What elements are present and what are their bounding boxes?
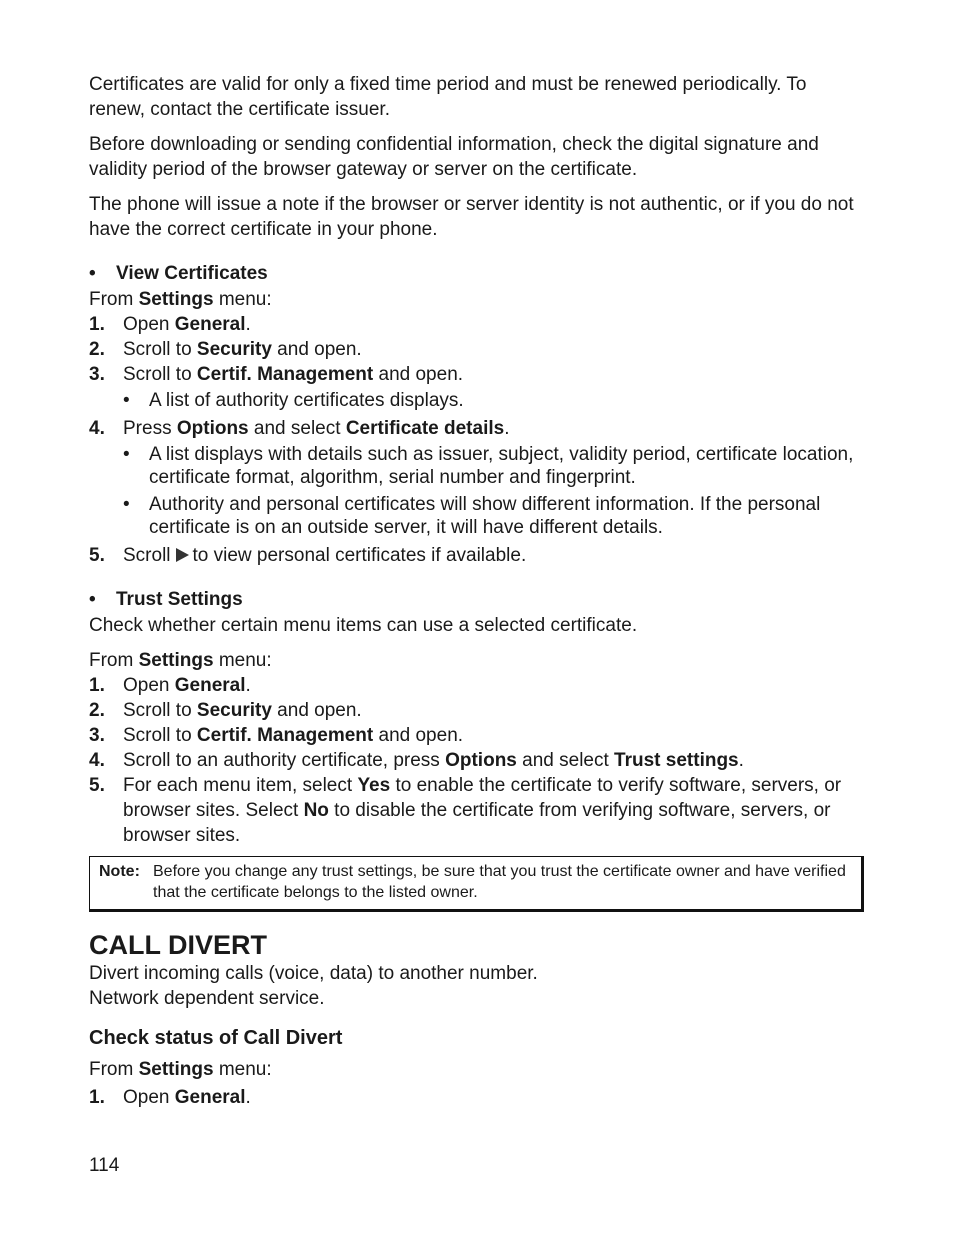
step-4-notes (123, 443, 864, 539)
step-3 (89, 362, 864, 412)
call-divert-steps (89, 1085, 864, 1110)
manual-page (89, 72, 864, 1110)
step-1 (89, 673, 864, 698)
text: Open (123, 314, 175, 335)
view-steps (89, 312, 864, 568)
view-certificates-heading (89, 261, 864, 286)
menu-label: Security (196, 339, 272, 360)
text: . (245, 1087, 251, 1108)
intro-paragraph-1: Certificates are valid for only a fixed time period and must be renewed periodically. To renew, contact the certificate issuer. (89, 74, 807, 120)
option-label: No (303, 800, 329, 821)
from-settings-line (89, 1057, 864, 1082)
text: . (245, 314, 251, 335)
text: A list displays with details such as issuer, subject, validity period, certificate location, certificate format, algorithm, serial number and fingerprint. (149, 444, 854, 488)
menu-label: Certificate details (345, 418, 505, 439)
bullet-dot: • (123, 444, 130, 465)
trust-description: Check whether certain menu items can use a selected certificate. (89, 615, 638, 636)
step-2 (89, 698, 864, 723)
trust-settings-section (89, 587, 864, 848)
step-number: 5. (89, 545, 105, 566)
text: From (89, 1059, 139, 1080)
text: From (89, 289, 139, 310)
text: and select (248, 418, 346, 439)
bullet-dot: • (89, 589, 96, 610)
text: For each menu item, select (123, 775, 358, 796)
menu-label: Options (445, 750, 517, 771)
menu-label: General (174, 314, 246, 335)
text: Press (123, 418, 177, 439)
text: to disable the certificate from verifying software, servers, or browser sites. (123, 800, 831, 846)
text: . (738, 750, 744, 771)
bullet-dot: • (123, 494, 130, 515)
text: Scroll to (123, 725, 197, 746)
text: menu: (213, 1059, 272, 1080)
trust-steps (89, 673, 864, 848)
menu-label: Trust settings (614, 750, 739, 771)
text: and open. (271, 339, 362, 360)
step-5 (89, 773, 864, 848)
step-number: 1. (89, 1087, 105, 1108)
text: Authority and personal certificates will show different information. If the personal certificate is on an outside server, it will have different details. (149, 494, 821, 538)
text: . (245, 675, 251, 696)
step-1 (89, 312, 864, 337)
text: A list of authority certificates displays. (149, 390, 464, 411)
text: menu: (213, 650, 272, 671)
bullet-dot: • (123, 390, 130, 411)
note-box (89, 856, 864, 912)
step-1 (89, 1085, 864, 1110)
step-3 (89, 723, 864, 748)
settings-label: Settings (138, 1059, 214, 1080)
step-number: 1. (89, 675, 105, 696)
bullet-dot: • (89, 263, 96, 284)
step-number: 5. (89, 775, 105, 796)
intro-paragraph-3: The phone will issue a note if the browser or server identity is not authentic, or if you do not have the correct certificate in your phone. (89, 194, 854, 240)
step-number: 3. (89, 364, 105, 385)
settings-label: Settings (138, 289, 214, 310)
from-settings-line (89, 648, 864, 673)
text: menu: (213, 289, 272, 310)
sub-bullet (123, 493, 864, 539)
step-5 (89, 543, 864, 568)
text: Scroll to an authority certificate, press (123, 750, 446, 771)
step-number: 4. (89, 418, 105, 439)
from-settings-line (89, 287, 864, 312)
step-number: 1. (89, 314, 105, 335)
step-number: 2. (89, 700, 105, 721)
text: Note (99, 863, 135, 880)
step-3-notes (123, 389, 864, 412)
menu-label: Security (196, 700, 272, 721)
menu-label: General (174, 1087, 246, 1108)
step-4 (89, 416, 864, 539)
trust-settings-heading (89, 587, 864, 612)
section-title: CALL DIVERT (89, 930, 268, 960)
call-divert-desc-1: Divert incoming calls (voice, data) to another number. (89, 963, 538, 984)
step-4 (89, 748, 864, 773)
text: and select (516, 750, 615, 771)
text: Open (123, 675, 175, 696)
text: and open. (373, 364, 464, 385)
intro-paragraph-2: Before downloading or sending confidential information, check the digital signature and validity period of the browser gateway or server on the certificate. (89, 134, 819, 180)
settings-label: Settings (138, 650, 214, 671)
text: . (504, 418, 510, 439)
text: Scroll to (123, 339, 197, 360)
heading-text: View Certificates (116, 263, 268, 284)
menu-label: Certif. Management (196, 725, 374, 746)
text: to enable the certificate to verify software, servers, or browser sites. Select (123, 775, 842, 821)
step-number: 4. (89, 750, 105, 771)
text: Scroll to (123, 700, 197, 721)
menu-label: General (174, 675, 246, 696)
sub-bullet (123, 389, 864, 412)
right-arrow-icon (176, 548, 189, 562)
menu-label: Certif. Management (196, 364, 374, 385)
text: Open (123, 1087, 175, 1108)
text: to view personal certificates if available. (192, 545, 527, 566)
text: From (89, 650, 139, 671)
call-divert-section (89, 929, 864, 1110)
view-certificates-section (89, 261, 864, 568)
heading-text: Trust Settings (116, 589, 243, 610)
menu-label: Options (176, 418, 249, 439)
text: and open. (373, 725, 464, 746)
sub-bullet (123, 443, 864, 489)
subsection-title: Check status of Call Divert (89, 1027, 343, 1049)
call-divert-desc-2: Network dependent service. (89, 988, 325, 1009)
text: and open. (271, 700, 362, 721)
note-text: Before you change any trust settings, be sure that you trust the certificate owner and have verified that the certificate belongs to the listed owner. (153, 863, 846, 901)
step-number: 3. (89, 725, 105, 746)
note-label: Note: (99, 863, 140, 880)
text: Scroll to (123, 364, 197, 385)
step-2 (89, 337, 864, 362)
step-number: 2. (89, 339, 105, 360)
text: Scroll (123, 545, 171, 566)
page-number: 114 (89, 1155, 120, 1176)
option-label: Yes (357, 775, 391, 796)
